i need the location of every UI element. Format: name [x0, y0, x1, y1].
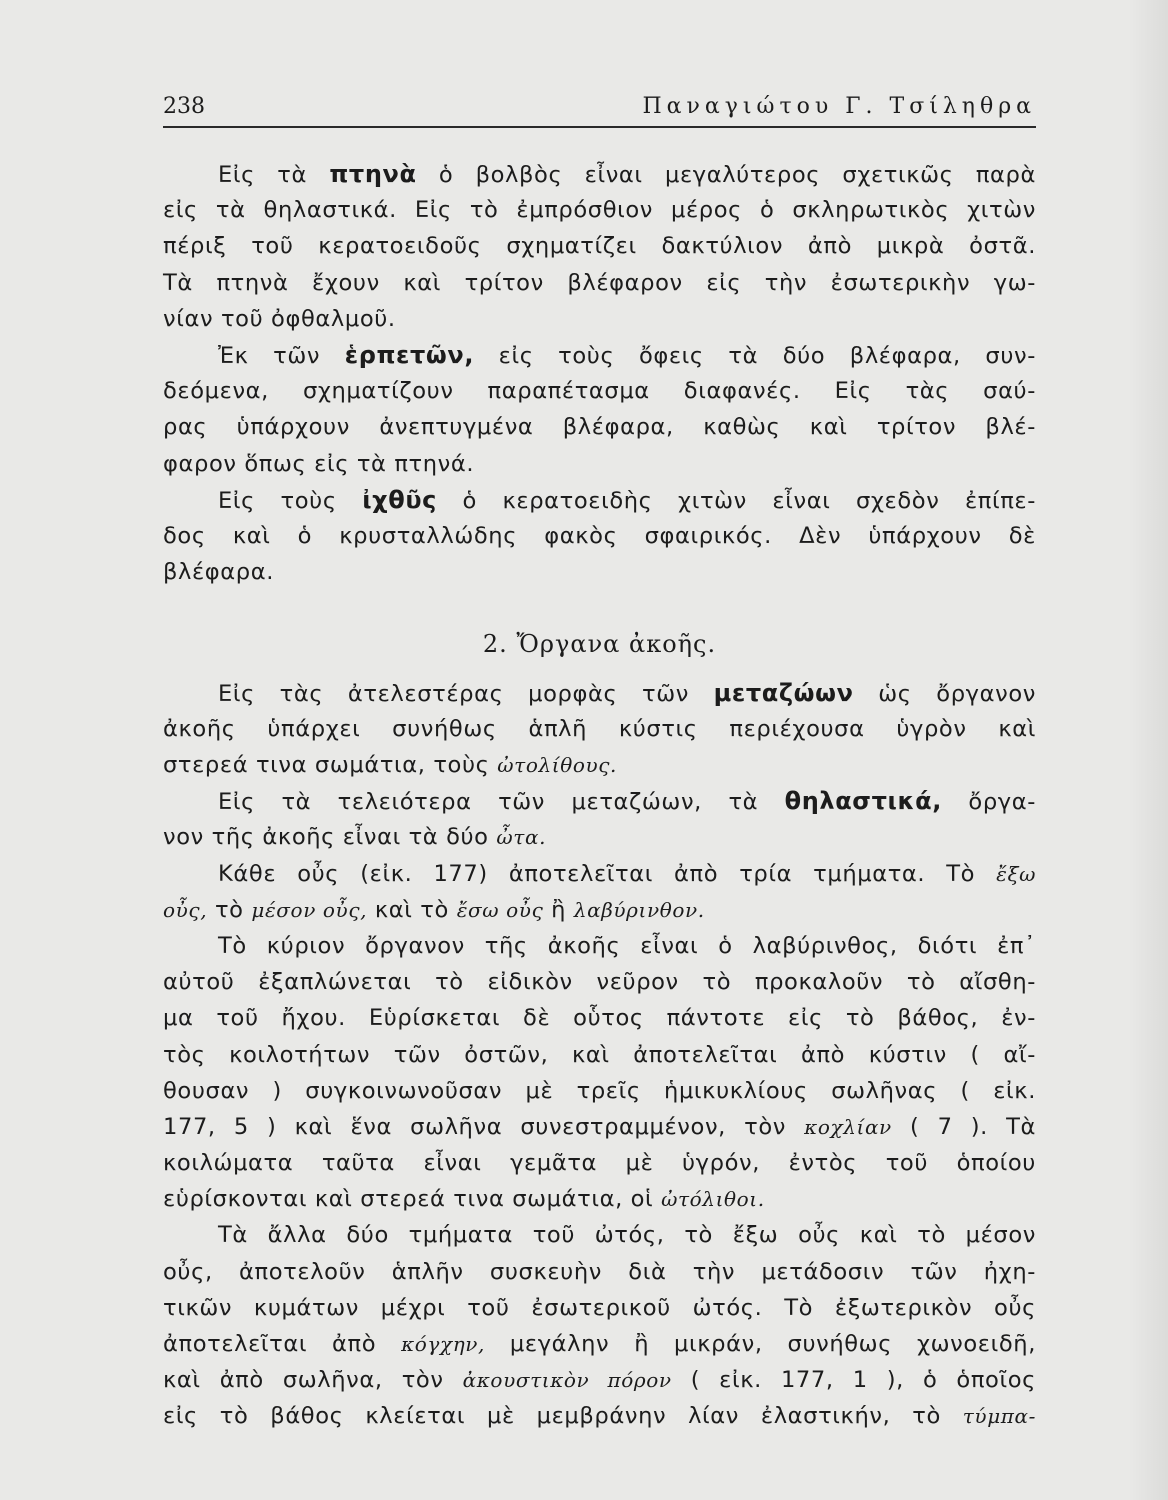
text-line: εἰς τὰ θηλαστικά. Εἰς τὸ ἐμπρόσθιον μέρος ὁ σκληρωτικὸς χιτὼν [163, 197, 1036, 224]
text-line: τικῶν κυμάτων μέχρι τοῦ ἐσωτερικοῦ ὠτός. Τὸ ἐξωτερικὸν οὖς [163, 1294, 1036, 1321]
page-body [163, 156, 1036, 1435]
text-line: ἀκοῆς ὑπάρχει συνήθως ἁπλῆ κύστις περιέχουσα ὑγρὸν καὶ [163, 715, 1036, 742]
text-line: νίαν τοῦ ὀφθαλμοῦ. [163, 305, 396, 332]
text-line: τὸς κοιλοτήτων τῶν ὀστῶν, καὶ ἀποτελεῖται ἀπὸ κύστιν ( αἴ- [163, 1041, 1036, 1068]
text-line: Εἰς τὰ πτηνὰ ὁ βολβὸς εἶναι μεγαλύτερος σχετικῶς παρὰ [218, 160, 1036, 188]
text-line: Τὰ πτηνὰ ἔχουν καὶ τρίτον βλέφαρον εἰς τὴν ἐσωτερικὴν γω- [163, 269, 1036, 296]
running-head: Παναγιώτου Γ. Τσίληθρα [642, 94, 1036, 119]
text-line: ρας ὑπάρχουν ἀνεπτυγμένα βλέφαρα, καθὼς καὶ τρίτον βλέ- [163, 414, 1036, 441]
text-line: 177, 5 ) καὶ ἕνα σωλῆνα συνεστραμμένον, τὸν κοχλίαν ( 7 ). Τὰ [163, 1113, 1037, 1140]
text-line: ἀποτελεῖται ἀπὸ κόγχην, μεγάλην ἢ μικράν, συνήθως χωνοειδῆ, [163, 1331, 1036, 1357]
text-line: Τὰ ἄλλα δύο τμήματα τοῦ ὠτός, τὸ ἔξω οὖς καὶ τὸ μέσον [218, 1222, 1036, 1249]
text-line: καὶ ἀπὸ σωλῆνα, τὸν ἀκουστικὸν πόρον ( εἰκ. 177, 1 ), ὁ ὁποῖος [163, 1367, 1036, 1394]
text-line: στερεά τινα σωμάτια, τοὺς ὠτολίθους. [163, 752, 617, 778]
text-line: νον τῆς ἀκοῆς εἶναι τὰ δύο ὦτα. [163, 824, 547, 851]
text-line: Κάθε οὖς (εἰκ. 177) ἀποτελεῖται ἀπὸ τρία τμήματα. Τὸ ἔξω [218, 860, 1036, 887]
text-line: αὐτοῦ ἐξαπλώνεται τὸ εἰδικὸν νεῦρον τὸ προκαλοῦν τὸ αἴσθη- [163, 969, 1036, 996]
text-line: εὑρίσκονται καὶ στερεά τινα σωμάτια, οἱ ὠτόλιθοι. [163, 1186, 765, 1213]
text-line: κοιλώματα ταῦτα εἶναι γεμᾶτα μὲ ὑγρόν, ἐντὸς τοῦ ὁποίου [163, 1150, 1036, 1177]
text-line: εἰς τὸ βάθος κλείεται μὲ μεμβράνην λίαν ἐλαστικήν, τὸ τύμπα- [163, 1403, 1036, 1430]
page-number: 238 [163, 94, 205, 119]
text-line: βλέφαρα. [163, 559, 275, 586]
section-heading: 2. Ὄργανα ἀκοῆς. [482, 630, 717, 659]
text-line: οὖς, τὸ μέσον οὖς, καὶ τὸ ἔσω οὖς ἢ λαβύρινθον. [163, 896, 705, 923]
page-header [163, 94, 1036, 124]
text-line: φαρον ὅπως εἰς τὰ πτηνά. [163, 450, 475, 477]
text-line: Εἰς τοὺς ἰχθῦς ὁ κερατοειδὴς χιτὼν εἶναι σχεδὸν ἐπίπε- [218, 485, 1036, 514]
text-line: δεόμενα, σχηματίζουν παραπέτασμα διαφανές. Εἰς τὰς σαύ- [163, 378, 1036, 405]
text-line: μα τοῦ ἤχου. Εὑρίσκεται δὲ οὗτος πάντοτε εἰς τὸ βάθος, ἐν- [163, 1005, 1036, 1032]
text-line: δος καὶ ὁ κρυσταλλώδης φακὸς σφαιρικός. Δὲν ὑπάρχουν δὲ [163, 522, 1036, 549]
text-line: Ἐκ τῶν ἑρπετῶν, εἰς τοὺς ὄφεις τὰ δύο βλέφαρα, συν- [218, 340, 1036, 369]
text-line: Εἰς τὰς ἀτελεστέρας μορφὰς τῶν μεταζώων ὡς ὄργανον [218, 678, 1036, 707]
text-line: οὖς, ἀποτελοῦν ἁπλῆν συσκευὴν διὰ τὴν μετάδοσιν τῶν ἠχη- [163, 1258, 1036, 1285]
text-line: Εἰς τὰ τελειότερα τῶν μεταζώων, τὰ θηλαστικά, ὄργα- [218, 787, 1036, 816]
spacer [163, 663, 1036, 675]
spacer [163, 590, 1036, 626]
page-edge-shadow [1128, 0, 1168, 1500]
header-rule [163, 126, 1036, 128]
text-line: θουσαν ) συγκοινωνοῦσαν μὲ τρεῖς ἡμικυκλίους σωλῆνας ( εἰκ. [163, 1077, 1036, 1104]
text-line: πέριξ τοῦ κερατοειδοῦς σχηματίζει δακτύλιον ἀπὸ μικρὰ ὀστᾶ. [163, 233, 1036, 260]
text-line: Τὸ κύριον ὄργανον τῆς ἀκοῆς εἶναι ὁ λαβύρινθος, διότι ἐπ᾿ [218, 932, 1036, 959]
